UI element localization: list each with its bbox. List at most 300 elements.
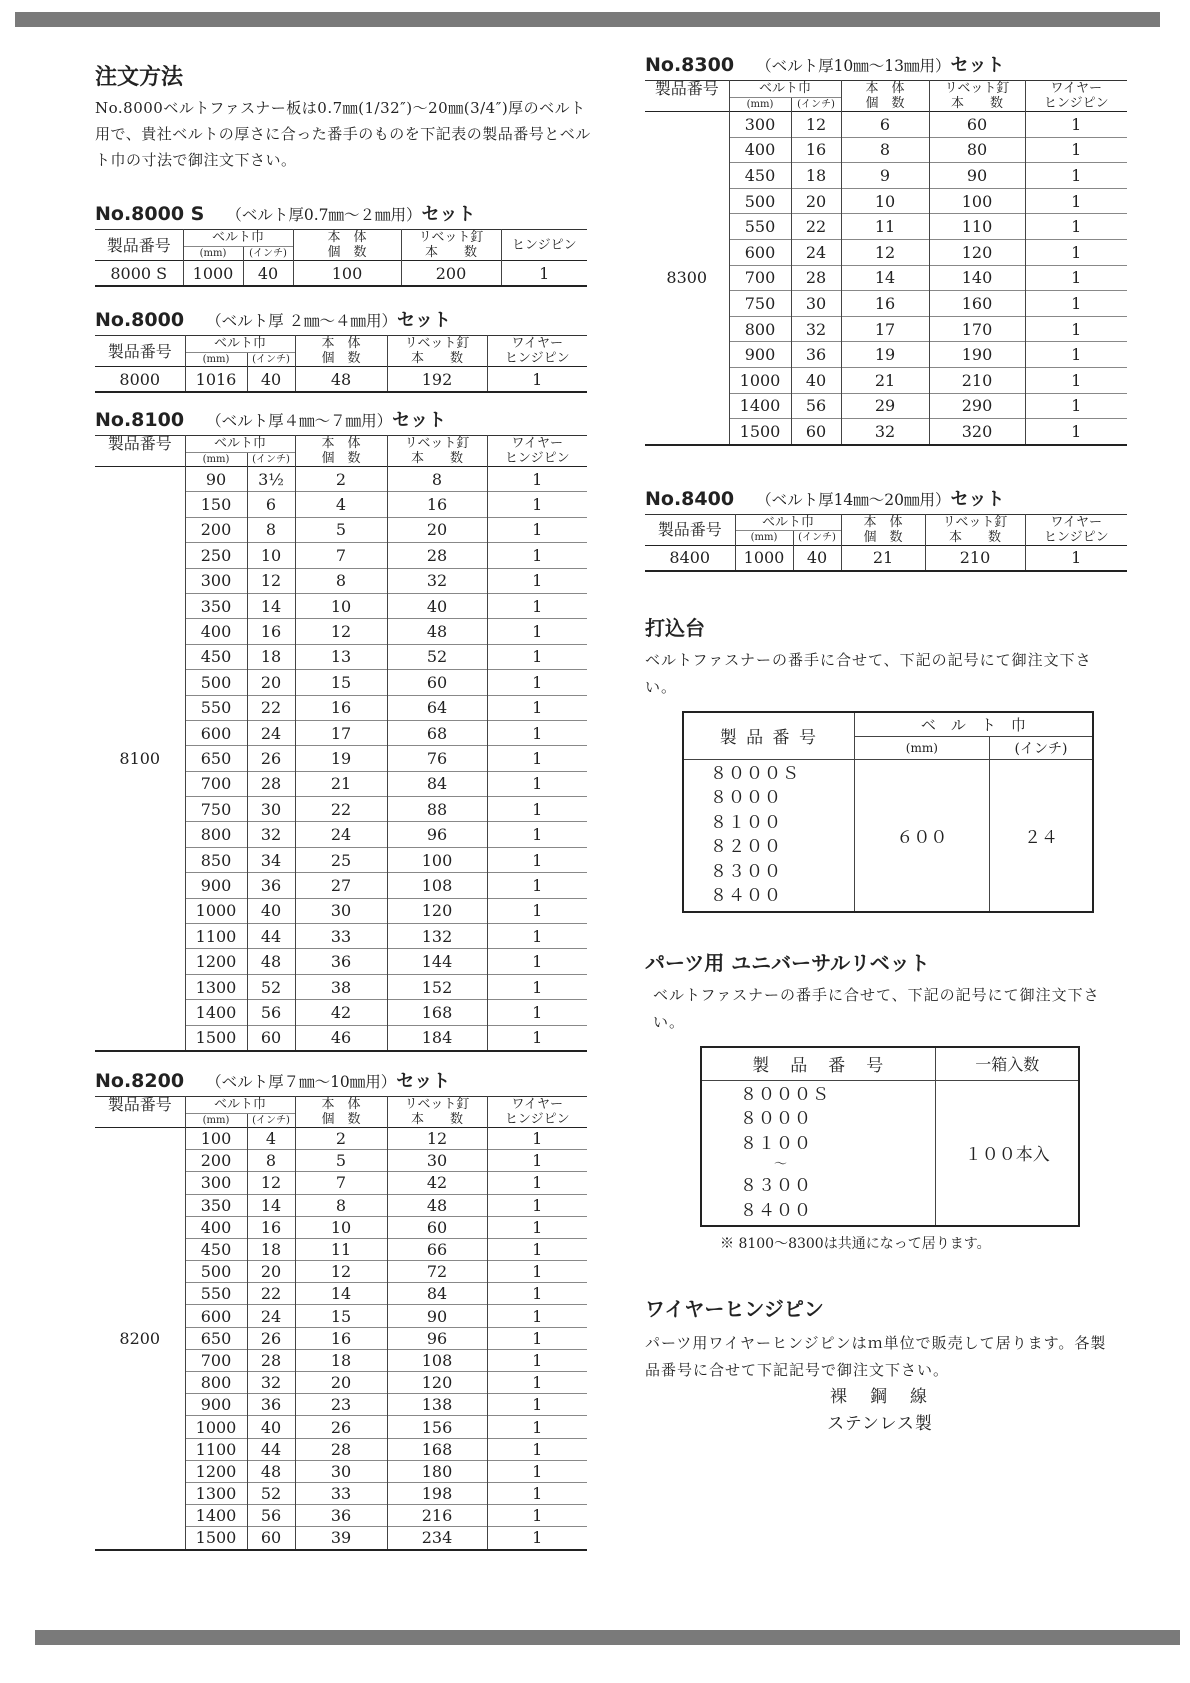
table-cell: 138	[387, 1394, 487, 1416]
table-cell: 1	[487, 517, 587, 542]
section-8400-title	[645, 484, 1130, 514]
table-cell: 1000	[735, 545, 793, 571]
table-cell: 1	[1025, 137, 1127, 163]
table-cell: 450	[185, 644, 247, 669]
table-cell: 44	[247, 924, 295, 949]
table-cell: 450	[729, 163, 791, 189]
section-8100-title	[95, 405, 595, 435]
table-cell: 40	[791, 367, 841, 393]
table-cell: 800	[185, 1372, 247, 1394]
table-cell: 3½	[247, 467, 295, 492]
table-cell: 64	[387, 695, 487, 720]
table-cell: 1	[487, 1394, 587, 1416]
table-cell: 900	[729, 342, 791, 368]
table-8200	[95, 1096, 587, 1551]
col-rivet-count: リベット釘 本 数	[387, 1096, 487, 1127]
table-cell: 22	[791, 214, 841, 240]
table-cell: 8000	[119, 369, 161, 389]
table-cell: 1	[487, 467, 587, 492]
table-cell: 16	[295, 695, 387, 720]
table-cell: 26	[295, 1416, 387, 1438]
table-cell: 1400	[185, 1505, 247, 1527]
table-cell: 42	[295, 1000, 387, 1025]
table-cell: 40	[247, 367, 295, 393]
table-cell: 168	[387, 1000, 487, 1025]
col-mm: (mm)	[183, 246, 243, 260]
table-cell: 600	[185, 720, 247, 745]
table-cell: 120	[929, 239, 1025, 265]
table-cell: 6	[841, 112, 929, 138]
table-cell: 400	[185, 1216, 247, 1238]
section-set: セット	[950, 55, 1005, 76]
col-wire-hinge-pin: ワイヤー ヒンジピン	[487, 1096, 587, 1127]
table-cell: 1	[1025, 393, 1127, 419]
table-cell: 1	[487, 873, 587, 898]
table-cell: 12	[295, 619, 387, 644]
table-cell: 16	[387, 492, 487, 517]
table-cell: 1	[487, 593, 587, 618]
table-cell: 18	[295, 1349, 387, 1371]
table-row	[95, 367, 587, 393]
table-cell: 1	[487, 898, 587, 923]
table-cell: 36	[295, 949, 387, 974]
table-cell: 800	[729, 316, 791, 342]
table-cell: 30	[295, 898, 387, 923]
table-cell: 700	[729, 265, 791, 291]
table-cell: 24	[247, 1305, 295, 1327]
table-cell: 12	[387, 1127, 487, 1149]
table-cell: 12	[791, 112, 841, 138]
table-cell: 550	[729, 214, 791, 240]
col-inch: (インチ)	[793, 531, 841, 545]
col-belt-width: ベルト巾	[185, 336, 295, 353]
table-cell: 1	[487, 1127, 587, 1149]
section-set: セット	[421, 204, 476, 225]
table-cell: 46	[295, 1025, 387, 1051]
product-item: ８０００Ｓ	[740, 1084, 830, 1105]
section-8000-title	[95, 305, 595, 335]
section-8200	[95, 1066, 595, 1551]
table-cell: 900	[185, 873, 247, 898]
table-cell: 1	[487, 1482, 587, 1504]
table-cell: 32	[247, 1372, 295, 1394]
col-inch: (インチ)	[247, 452, 295, 466]
table-cell: 350	[185, 593, 247, 618]
table-cell: 850	[185, 847, 247, 872]
table-cell: 1400	[185, 1000, 247, 1025]
table-cell: 1	[487, 771, 587, 796]
table-cell: 1100	[185, 924, 247, 949]
table-cell: 290	[929, 393, 1025, 419]
table-cell: 1000	[729, 367, 791, 393]
col-inch: (インチ)	[247, 352, 295, 366]
product-item: ８１００	[740, 1133, 812, 1154]
wire-hinge-pin-text: パーツ用ワイヤーヒンジピンはｍ単位で販売して居ります。各製品番号に合せて下記記号で御注文下さい。	[645, 1334, 1107, 1380]
table-cell: 110	[929, 214, 1025, 240]
table-8300	[645, 80, 1127, 446]
col-hinge-pin: ヒンジピン	[501, 230, 587, 261]
table-cell: 9	[841, 163, 929, 189]
col-product-no: 製品番号	[107, 341, 172, 361]
table-cell: 1400	[729, 393, 791, 419]
col-belt-width: ベルト巾	[185, 1096, 295, 1113]
table-cell: 8	[247, 1150, 295, 1172]
col-mm: (mm)	[854, 736, 989, 759]
col-wire-hinge-pin: ワイヤー ヒンジピン	[487, 336, 587, 367]
table-cell: 650	[185, 1327, 247, 1349]
wire-item-stainless: ステンレス製	[827, 1414, 933, 1435]
table-cell: 8	[387, 467, 487, 492]
col-rivet-count: リベット釘 本 数	[929, 81, 1025, 112]
universal-rivet-note: ※ 8100〜8300は共通になって居ります。	[720, 1236, 991, 1253]
col-body-count: 本 体 個 数	[295, 436, 387, 467]
table-cell: 10	[295, 593, 387, 618]
table-cell: 28	[247, 1349, 295, 1371]
table-cell: 5	[295, 517, 387, 542]
table-cell: 1	[487, 1527, 587, 1550]
box-qty-value: １００本入	[936, 1080, 1079, 1226]
table-cell: 80	[929, 137, 1025, 163]
table-cell: 12	[247, 568, 295, 593]
col-belt-width: ベ ル ト 巾	[854, 712, 1093, 737]
product-no-cell: 8100	[119, 748, 161, 768]
bottom-rule	[35, 1630, 1180, 1645]
table-cell: 36	[247, 873, 295, 898]
table-cell: 16	[295, 1327, 387, 1349]
section-uchikomidai	[645, 612, 1130, 913]
table-cell: 12	[841, 239, 929, 265]
table-cell: 1	[1025, 419, 1127, 445]
col-rivet-count: リベット釘 本 数	[387, 436, 487, 467]
table-cell: 120	[387, 898, 487, 923]
table-cell: 152	[387, 974, 487, 999]
table-cell: 5	[295, 1150, 387, 1172]
col-rivet-count: リベット釘 本 数	[925, 514, 1025, 545]
table-cell: 1500	[729, 419, 791, 445]
product-no-cell: 8300	[666, 268, 708, 288]
table-cell: 1	[487, 695, 587, 720]
product-item: ８０００	[710, 788, 782, 809]
table-cell: 4	[247, 1127, 295, 1149]
table-cell: 12	[247, 1172, 295, 1194]
table-cell: 14	[295, 1283, 387, 1305]
col-body-count: 本 体 個 数	[295, 1096, 387, 1127]
table-cell: 16	[791, 137, 841, 163]
col-mm: (mm)	[185, 452, 247, 466]
table-cell: 180	[387, 1460, 487, 1482]
table-cell: 1	[487, 822, 587, 847]
table-cell: 38	[295, 974, 387, 999]
table-cell: 32	[791, 316, 841, 342]
table-cell: 156	[387, 1416, 487, 1438]
table-cell: 8	[295, 1194, 387, 1216]
table-cell: 1	[487, 492, 587, 517]
col-inch: (インチ)	[990, 736, 1093, 759]
table-cell: 160	[929, 291, 1025, 317]
col-mm: (mm)	[185, 352, 247, 366]
table-cell: 44	[247, 1438, 295, 1460]
table-cell: 1	[487, 924, 587, 949]
section-8300	[645, 50, 1130, 446]
table-cell: 210	[925, 545, 1025, 571]
table-cell: 30	[791, 291, 841, 317]
table-cell: 1	[487, 1194, 587, 1216]
table-cell: 900	[185, 1394, 247, 1416]
table-cell: 56	[247, 1000, 295, 1025]
table-cell: 12	[295, 1261, 387, 1283]
table-cell: 500	[185, 1261, 247, 1283]
col-inch: (インチ)	[243, 246, 293, 260]
table-cell: 234	[387, 1527, 487, 1550]
table-cell: 18	[791, 163, 841, 189]
table-8100	[95, 435, 587, 1052]
col-belt-width: ベルト巾	[185, 436, 295, 453]
section-no: No.8300	[645, 54, 735, 76]
table-cell: 100	[929, 188, 1025, 214]
table-cell: 198	[387, 1482, 487, 1504]
table-cell: 192	[387, 367, 487, 393]
product-item: ８０００	[740, 1109, 812, 1130]
table-cell: 52	[247, 974, 295, 999]
table-cell: 32	[247, 822, 295, 847]
section-range: （ベルト厚10㎜〜13㎜用）	[756, 57, 951, 75]
table-cell: 36	[247, 1394, 295, 1416]
table-cell: 66	[387, 1238, 487, 1260]
table-cell: 1	[487, 367, 587, 393]
section-no: No.8000 S	[95, 203, 205, 225]
table-cell: 650	[185, 746, 247, 771]
table-cell: 13	[295, 644, 387, 669]
table-8000	[95, 335, 587, 393]
table-cell: 56	[247, 1505, 295, 1527]
table-cell: 1	[487, 1438, 587, 1460]
table-cell: 10	[841, 188, 929, 214]
section-8400	[645, 484, 1130, 572]
table-cell: 1300	[185, 1482, 247, 1504]
table-cell: 1	[487, 847, 587, 872]
table-cell: 48	[247, 949, 295, 974]
table-cell: 40	[247, 898, 295, 923]
table-cell: 1500	[185, 1025, 247, 1051]
table-cell: 300	[729, 112, 791, 138]
table-cell: 1	[487, 974, 587, 999]
table-cell: 1	[1025, 265, 1127, 291]
table-cell: 72	[387, 1261, 487, 1283]
table-cell: 56	[791, 393, 841, 419]
table-cell: 76	[387, 746, 487, 771]
table-cell: 40	[243, 261, 293, 287]
section-no: No.8000	[95, 309, 185, 331]
table-cell: 1	[487, 1283, 587, 1305]
table-cell: 10	[247, 543, 295, 568]
table-cell: 26	[247, 1327, 295, 1349]
table-row	[645, 545, 1127, 571]
product-item: ８４００	[740, 1200, 812, 1221]
table-cell: 184	[387, 1025, 487, 1051]
col-product-no: 製品番号	[106, 235, 171, 255]
table-cell: 1	[487, 644, 587, 669]
table-cell: 33	[295, 924, 387, 949]
universal-rivet-table	[700, 1046, 1080, 1228]
table-cell: 30	[387, 1150, 487, 1172]
table-cell: 1	[1025, 239, 1127, 265]
table-cell: 21	[295, 771, 387, 796]
width-inch-value: ２４	[990, 759, 1093, 912]
table-cell: 20	[295, 1372, 387, 1394]
table-cell: 60	[387, 1216, 487, 1238]
table-cell: 1	[487, 1216, 587, 1238]
table-cell: 1500	[185, 1527, 247, 1550]
table-cell: 22	[247, 695, 295, 720]
wire-hinge-pin-title: ワイヤーヒンジピン	[645, 1297, 824, 1322]
table-cell: 550	[185, 1283, 247, 1305]
table-cell: 14	[247, 1194, 295, 1216]
section-range: （ベルト厚 ２㎜〜４㎜用）	[206, 312, 397, 330]
product-list	[701, 1080, 936, 1226]
table-cell: 24	[791, 239, 841, 265]
table-cell: 28	[791, 265, 841, 291]
table-cell: 168	[387, 1438, 487, 1460]
table-cell: 30	[295, 1460, 387, 1482]
table-cell: 1	[487, 1305, 587, 1327]
table-cell: 6	[247, 492, 295, 517]
table-cell: 210	[929, 367, 1025, 393]
table-cell: 100	[185, 1127, 247, 1149]
table-cell: 20	[387, 517, 487, 542]
table-8400	[645, 514, 1127, 572]
order-method-title: 注文方法	[95, 65, 184, 90]
table-cell: 42	[387, 1172, 487, 1194]
table-cell: 1	[487, 1025, 587, 1051]
section-8200-title	[95, 1066, 595, 1096]
table-cell: 750	[729, 291, 791, 317]
table-cell: 32	[387, 568, 487, 593]
product-item: ８２００	[710, 837, 782, 858]
table-cell: 1100	[185, 1438, 247, 1460]
table-cell: 28	[387, 543, 487, 568]
col-wire-hinge-pin: ワイヤー ヒンジピン	[1025, 81, 1127, 112]
table-cell: 36	[791, 342, 841, 368]
col-product-no: 製品番号	[657, 520, 722, 540]
section-8000s	[95, 199, 595, 287]
product-item: ８１００	[710, 812, 782, 833]
table-cell: 1	[1025, 545, 1127, 571]
col-inch: (インチ)	[791, 97, 841, 111]
table-cell: 20	[247, 670, 295, 695]
uchikomidai-title: 打込台	[645, 615, 705, 640]
table-cell: 90	[387, 1305, 487, 1327]
table-cell: 34	[247, 847, 295, 872]
table-cell: 8	[247, 517, 295, 542]
table-cell: 120	[387, 1372, 487, 1394]
section-no: No.8200	[95, 1069, 185, 1092]
product-no-cell: 8200	[119, 1328, 161, 1348]
table-cell: 1	[487, 1261, 587, 1283]
table-cell: 48	[387, 619, 487, 644]
col-body-count: 本 体 個 数	[295, 336, 387, 367]
table-cell: 250	[185, 543, 247, 568]
table-cell: 11	[295, 1238, 387, 1260]
col-product-no: 製品番号	[654, 79, 719, 98]
table-cell: 1	[1025, 112, 1127, 138]
table-row	[95, 1127, 587, 1149]
section-set: セット	[392, 410, 447, 431]
table-cell: 23	[295, 1394, 387, 1416]
table-cell: 1	[487, 568, 587, 593]
table-cell: 39	[295, 1527, 387, 1550]
table-cell: 1000	[185, 898, 247, 923]
table-cell: 20	[791, 188, 841, 214]
table-cell: 60	[247, 1025, 295, 1051]
table-cell: 750	[185, 797, 247, 822]
table-cell: 40	[247, 1416, 295, 1438]
table-cell: 1000	[183, 261, 243, 287]
table-cell: 4	[295, 492, 387, 517]
table-cell: 1	[487, 949, 587, 974]
table-cell: 108	[387, 1349, 487, 1371]
wire-item-bare-steel: 裸 鋼 線	[830, 1387, 930, 1408]
table-cell: 90	[929, 163, 1025, 189]
table-cell: 25	[295, 847, 387, 872]
table-cell: 400	[729, 137, 791, 163]
table-8000s	[95, 229, 587, 287]
col-belt-width: ベルト巾	[735, 514, 841, 531]
section-universal-rivet	[645, 947, 1130, 1254]
col-belt-width: ベルト巾	[729, 81, 841, 98]
col-product-no: 製品番号	[107, 434, 172, 453]
table-row	[95, 261, 587, 287]
table-cell: 21	[841, 367, 929, 393]
section-set: セット	[397, 310, 451, 331]
col-product-no: 製品番号	[107, 1094, 172, 1114]
table-cell: 28	[247, 771, 295, 796]
table-cell: 2	[295, 1127, 387, 1149]
table-cell: 1	[1025, 188, 1127, 214]
table-cell: 108	[387, 873, 487, 898]
table-cell: 84	[387, 1283, 487, 1305]
table-cell: 200	[185, 517, 247, 542]
table-cell: 60	[929, 112, 1025, 138]
table-cell: 18	[247, 1238, 295, 1260]
table-cell: 1	[487, 619, 587, 644]
table-cell: 17	[295, 720, 387, 745]
table-cell: 52	[247, 1482, 295, 1504]
table-cell: 60	[791, 419, 841, 445]
table-cell: 132	[387, 924, 487, 949]
table-cell: 600	[185, 1305, 247, 1327]
table-cell: 1	[487, 1150, 587, 1172]
table-cell: 60	[387, 670, 487, 695]
table-cell: 170	[929, 316, 1025, 342]
col-product-no: 製 品 番 号	[683, 712, 854, 760]
table-cell: 16	[247, 1216, 295, 1238]
table-cell: 20	[247, 1261, 295, 1283]
table-cell: 700	[185, 1349, 247, 1371]
table-cell: 40	[793, 545, 841, 571]
table-cell: 1	[487, 1416, 587, 1438]
col-mm: (mm)	[735, 531, 793, 545]
section-range: （ベルト厚0.7㎜〜２㎜用）	[226, 206, 422, 224]
table-cell: 700	[185, 771, 247, 796]
table-cell: 400	[185, 619, 247, 644]
uchikomidai-text: ベルトファスナーの番手に合せて、下記の記号にて御注文下さい。	[645, 650, 1092, 696]
table-row	[645, 112, 1127, 138]
table-cell: 8000 S	[110, 263, 168, 283]
table-cell: 88	[387, 797, 487, 822]
table-cell: 22	[295, 797, 387, 822]
table-cell: 450	[185, 1238, 247, 1260]
table-cell: 30	[247, 797, 295, 822]
